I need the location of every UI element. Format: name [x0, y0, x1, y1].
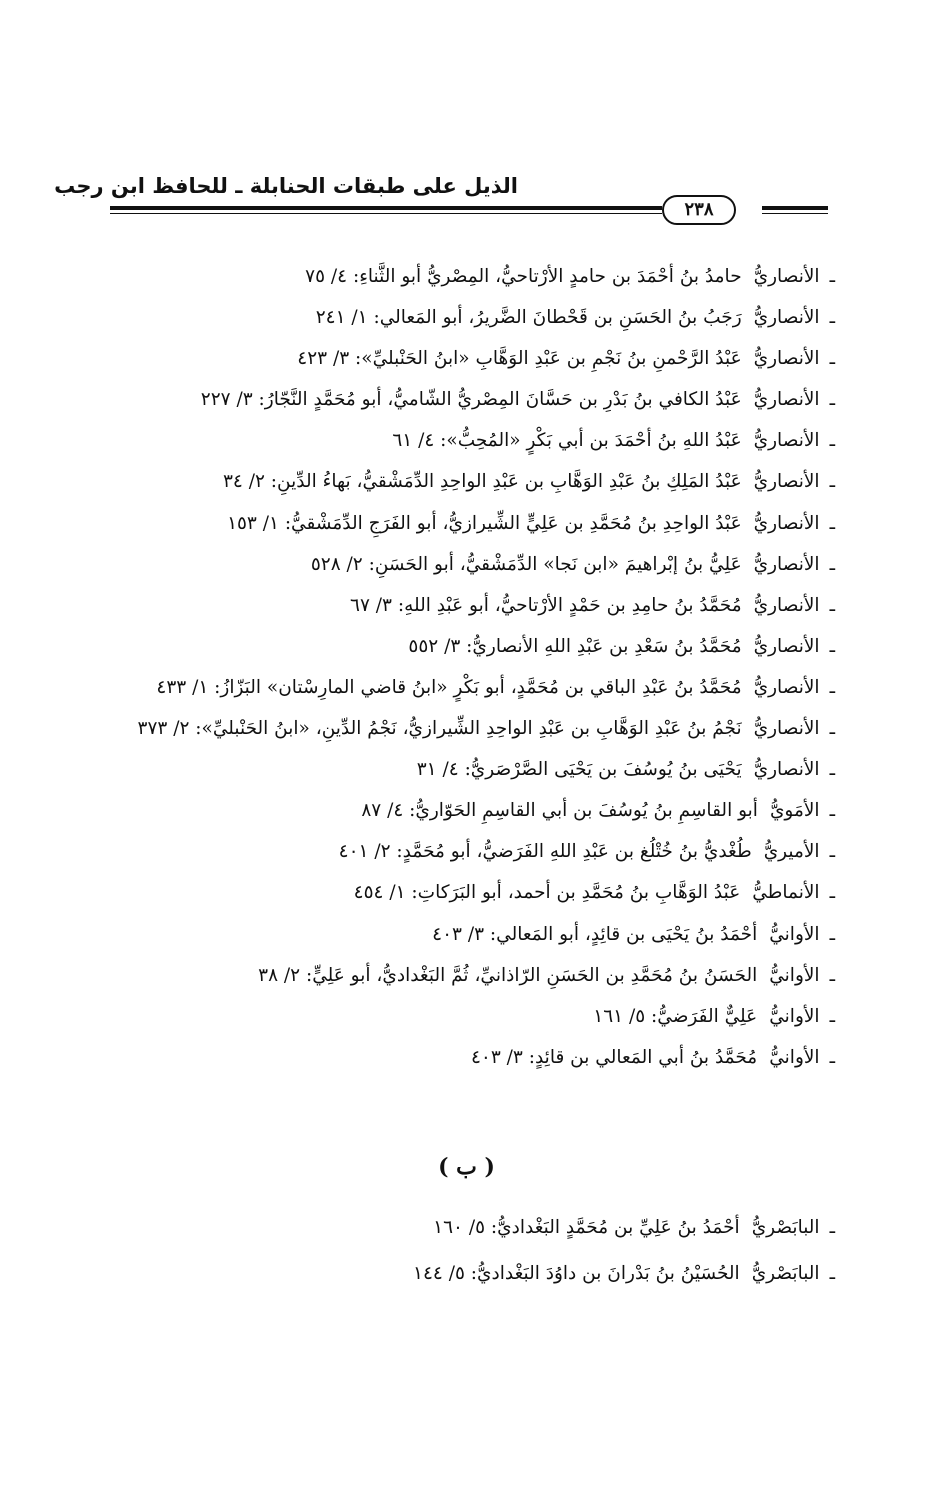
entry-text: عَبْدُ الكافي بنُ بَدْرِ بن حَسَّانَ المِصْريُّ الشّاميُّ، أبو مُحَمَّدٍ النَّجّارُ: ٣/ ٢٢٧	[200, 389, 742, 411]
entry-dash: ـ	[829, 389, 835, 411]
header-rule-left	[110, 206, 662, 214]
page-header	[54, 168, 828, 228]
index-entry	[75, 1251, 835, 1297]
entry-nisba: الأمَويُّ	[769, 800, 820, 822]
index-entry	[75, 379, 835, 420]
entry-dash: ـ	[829, 1263, 835, 1284]
entry-nisba: الأنصاريُّ	[753, 635, 820, 657]
entry-dash: ـ	[829, 923, 835, 945]
index-entry	[75, 872, 835, 913]
entry-text: عَلِيٌّ الفَرَضيُّ: ٥/ ١٦١	[593, 1005, 758, 1027]
entry-text: عَبْدُ الرَّحْمنِ بنُ نَجْمِ بن عَبْدِ الوَهَّابِ «ابنُ الحَنْبليِّ»: ٣/ ٤٢٣	[297, 348, 742, 370]
entry-text: أحْمَدُ بنُ عَلِيِّ بن مُحَمَّدٍ البَغْداديُّ: ٥/ ١٦٠	[433, 1217, 740, 1238]
entry-dash: ـ	[829, 759, 835, 781]
entry-dash: ـ	[829, 512, 835, 534]
entry-dash: ـ	[829, 882, 835, 904]
entry-text: أحْمَدُ بنُ يَحْيَى بن قائِدٍ، أبو المَعالي: ٣/ ٤٠٣	[432, 923, 758, 945]
entry-nisba: الأنصاريُّ	[753, 307, 820, 329]
index-entry	[75, 585, 835, 626]
entry-nisba: الأميريُّ	[763, 841, 820, 863]
entry-text: مُحَمَّدُ بنُ أبي المَعالي بن قائِدٍ: ٣/ ٤٠٣	[470, 1046, 758, 1068]
index-entry	[75, 1037, 835, 1078]
entry-nisba: الأنصاريُّ	[753, 471, 820, 493]
index-entry	[75, 503, 835, 544]
entry-dash: ـ	[829, 718, 835, 740]
index-entry	[75, 461, 835, 502]
entry-text: أبو القاسِمِ بنُ يُوسُفَ بن أبي القاسِمِ الحَوّاريُّ: ٤/ ٨٧	[361, 800, 758, 822]
entry-text: نَجْمُ بنُ عَبْدِ الوَهَّابِ بن عَبْدِ الواحِدِ الشِّيرازيُّ، نَجْمُ الدِّينِ، «ابنُ الحَنْبليِّ»: ٢/ ٣٧٣	[137, 718, 742, 740]
entry-nisba: الأوانيُّ	[769, 923, 820, 945]
index-entry	[75, 914, 835, 955]
entry-text: الحُسَيْنُ بنُ بَدْرانَ بن داوُدَ البَغْداديُّ: ٥/ ١٤٤	[413, 1263, 740, 1284]
entry-dash: ـ	[829, 964, 835, 986]
entry-text: عَبْدُ الوَهَّابِ بنُ مُحَمَّدِ بن أحمد، أبو البَرَكاتِ: ١/ ٤٥٤	[353, 882, 741, 904]
entry-text: الحَسَنُ بنُ مُحَمَّدِ بن الحَسَنِ الرّاذانيِّ، ثُمَّ البَغْداديُّ، أبو عَلِيٍّ: ٢/ ٣٨	[258, 964, 758, 986]
index-entry	[75, 708, 835, 749]
entry-dash: ـ	[829, 348, 835, 370]
entry-text: عَبْدُ اللهِ بنُ أحْمَدَ بن أبي بَكْرٍ «المُحِبُّ»: ٤/ ٦١	[392, 430, 742, 452]
page-number: ٢٣٨	[662, 195, 736, 225]
index-entry	[75, 1205, 835, 1251]
entry-nisba: الأنصاريُّ	[753, 430, 820, 452]
entry-text: يَحْيَى بنُ يُوسُفَ بن يَحْيَى الصَّرْصَريُّ: ٤/ ٣١	[416, 759, 742, 781]
index-entry	[75, 256, 835, 297]
entry-nisba: الأنصاريُّ	[753, 718, 820, 740]
entry-nisba: الأنصاريُّ	[753, 759, 820, 781]
index-entry	[75, 667, 835, 708]
index-entry	[75, 790, 835, 831]
running-title: الذيل على طبقات الحنابلة ـ للحافظ ابن رجب	[54, 174, 518, 198]
entry-text: مُحَمَّدُ بنُ عَبْدِ الباقي بن مُحَمَّدٍ، أبو بَكْرٍ «ابنُ قاضي المارِسْتان» البَزّازُ: ١/ ٤٣٣	[156, 676, 742, 698]
index-entry	[75, 297, 835, 338]
index-entry	[75, 626, 835, 667]
entry-nisba: الأنصاريُّ	[753, 512, 820, 534]
index-entry	[75, 996, 835, 1037]
entry-dash: ـ	[829, 594, 835, 616]
index-entry	[75, 749, 835, 790]
entry-text: حامدُ بنُ أحْمَدَ بن حامدٍ الأرْتاحيُّ، المِصْريُّ أبو الثَّناءِ: ٤/ ٧٥	[305, 266, 742, 287]
entry-nisba: الأنصاريُّ	[753, 594, 820, 616]
entry-nisba: الأنماطيُّ	[752, 882, 820, 904]
entry-nisba: الأنصاريُّ	[753, 348, 820, 370]
entry-dash: ـ	[829, 841, 835, 863]
entry-text: مُحَمَّدُ بنُ حامِدِ بن حَمْدٍ الأرْتاحيُّ، أبو عَبْدِ اللهِ: ٣/ ٦٧	[350, 594, 742, 616]
entry-nisba: البابَصْريُّ	[751, 1217, 820, 1238]
entry-nisba: الأوانيُّ	[769, 964, 820, 986]
entry-dash: ـ	[829, 553, 835, 575]
entry-text: عَبْدُ الواحِدِ بنُ مُحَمَّدِ بن عَلِيٍّ الشِّيرازيُّ، أبو الفَرَجِ الدِّمَشْقيُّ: ١/ ١٥٣	[227, 512, 742, 534]
entry-dash: ـ	[829, 1005, 835, 1027]
entry-dash: ـ	[829, 307, 835, 329]
entry-text: رَجَبُ بنُ الحَسَنِ بن قَحْطانَ الضَّريرُ، أبو المَعالي: ١/ ٢٤١	[315, 307, 742, 329]
index-entry	[75, 955, 835, 996]
entry-text: عَبْدُ المَلِكِ بنُ عَبْدِ الوَهَّابِ بن عَبْدِ الواحِدِ الدِّمَشْقيُّ، بَهاءُ الدِّينِ: ٢/ ٣٤	[222, 471, 742, 493]
header-rule-right	[762, 206, 828, 214]
entry-nisba: الأوانيُّ	[769, 1005, 820, 1027]
index-entries	[75, 256, 835, 1078]
entry-nisba: الأنصاريُّ	[753, 389, 820, 411]
index-entry	[75, 544, 835, 585]
entry-nisba: الأوانيُّ	[769, 1046, 820, 1068]
index-entry	[75, 420, 835, 461]
entry-nisba: البابَصْريُّ	[751, 1263, 820, 1284]
entry-nisba: الأنصاريُّ	[753, 553, 820, 575]
entry-dash: ـ	[829, 1217, 835, 1238]
entry-nisba: الأنصاريُّ	[753, 676, 820, 698]
section-heading-ba: ( ب )	[438, 1154, 495, 1180]
entry-dash: ـ	[829, 800, 835, 822]
index-entries-ba	[75, 1205, 835, 1297]
entry-dash: ـ	[829, 471, 835, 493]
entry-dash: ـ	[829, 635, 835, 657]
entry-dash: ـ	[829, 266, 835, 287]
entry-text: مُحَمَّدُ بنُ سَعْدِ بن عَبْدِ اللهِ الأنصاريُّ: ٣/ ٥٥٢	[408, 635, 742, 657]
entry-text: عَلِيُّ بنُ إبْراهيمَ «ابن نَجا» الدِّمَشْقيُّ، أبو الحَسَنِ: ٢/ ٥٢٨	[310, 553, 742, 575]
entry-nisba: الأنصاريُّ	[753, 266, 820, 287]
entry-dash: ـ	[829, 430, 835, 452]
index-entry	[75, 831, 835, 872]
entry-dash: ـ	[829, 676, 835, 698]
entry-text: طُغْديُّ بنُ خُتْلُغ بن عَبْدِ اللهِ الفَرَضيُّ، أبو مُحَمَّدٍ: ٢/ ٤٠١	[338, 841, 752, 863]
entry-dash: ـ	[829, 1046, 835, 1068]
index-entry	[75, 338, 835, 379]
